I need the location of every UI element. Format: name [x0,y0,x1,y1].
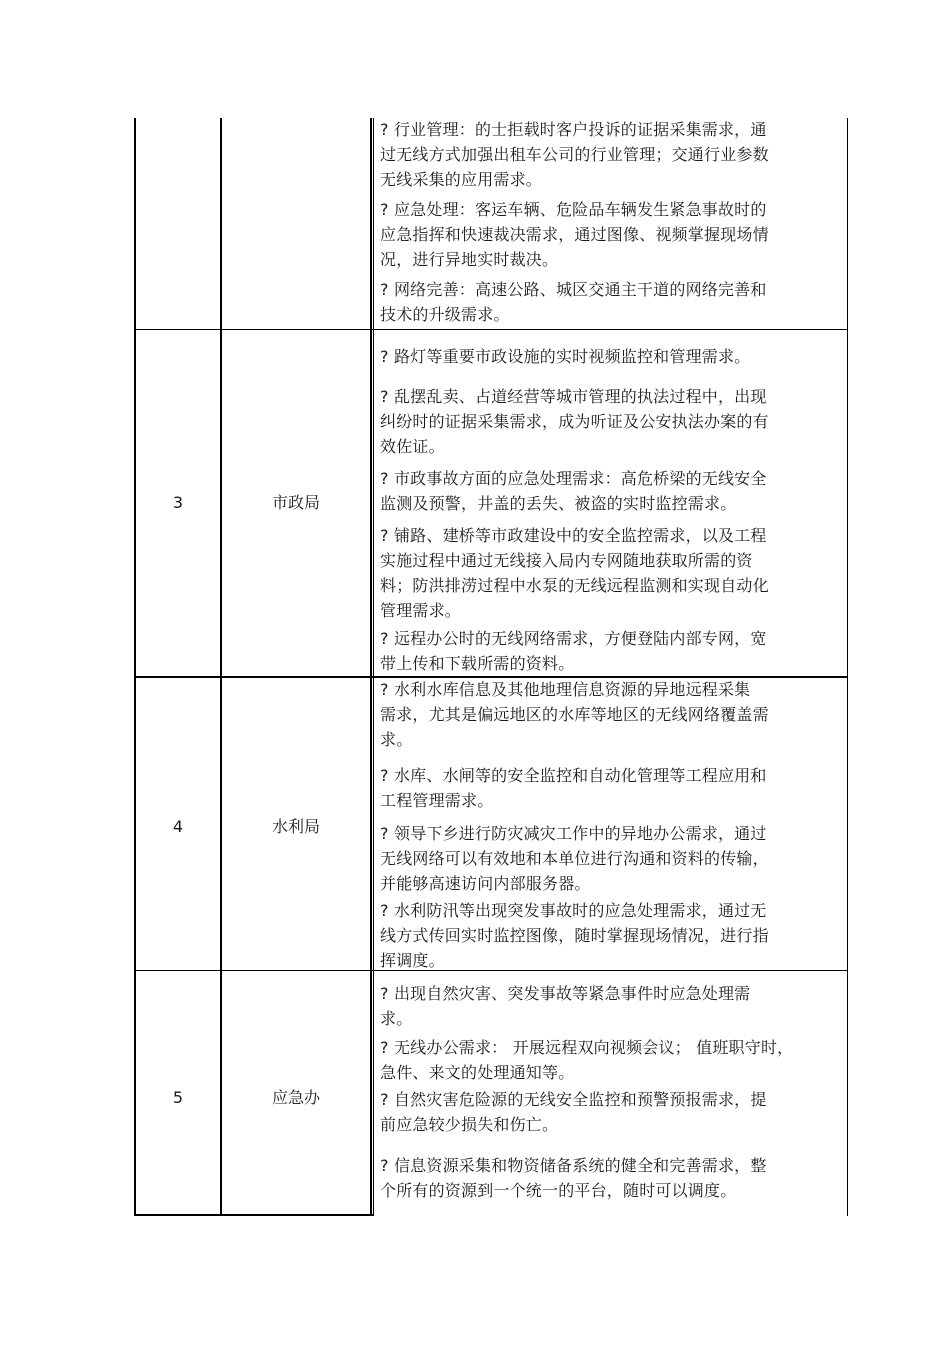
table-bottom-border-left [134,1214,373,1216]
list-item: ? 行业管理：的士拒载时客户投诉的证据采集需求，通 过无线方式加强出租车公司的行业管理；交通行业参数 无线采集的应用需求。 [380,120,769,189]
list-item: ? 应急处理：客运车辆、危险品车辆发生紧急事故时的 应急指挥和快速裁决需求，通过图像、视频掌握现场情 况，进行异地实时裁决。 [380,200,769,269]
col-divider-2 [370,118,372,1216]
row-number: 4 [172,817,184,836]
list-item: ? 市政事故方面的应急处理需求：高危桥梁的无线安全 监测及预警，井盖的丢失、被盗的实时监控需求。 [380,469,767,513]
list-item: ? 网络完善：高速公路、城区交通主干道的网络完善和 技术的升级需求。 [380,280,767,324]
list-item: ? 水利防汛等出现突发事故时的应急处理需求，通过无 线方式传回实时监控图像，随时掌握现场情况，进行指 挥调度。 [380,901,769,970]
list-item: ? 无线办公需求： 开展远程双向视频会议； 值班职守时， 急件、来文的处理通知等。 [380,1038,794,1082]
list-item: ? 路灯等重要市政设施的实时视频监控和管理需求。 [380,347,751,366]
list-item: ? 远程办公时的无线网络需求，方便登陆内部专网，宽 带上传和下载所需的资料。 [380,629,767,673]
col-divider-1 [220,118,222,1216]
department-name: 应急办 [271,1088,320,1107]
department-name: 市政局 [271,493,320,512]
list-item: ? 铺路、建桥等市政建设中的安全监控需求，以及工程 实施过程中通过无线接入局内专网随地获取所需的资 料；防洪排涝过程中水泵的无线远程监测和实现自动化 管理需求。 [380,526,769,620]
list-item: ? 自然灾害危险源的无线安全监控和预警预报需求，提 前应急较少损失和伤亡。 [380,1090,767,1134]
col-divider-3 [373,118,374,1216]
list-item: ? 水利水库信息及其他地理信息资源的异地远程采集 需求，尤其是偏远地区的水库等地区的无线网络覆盖需 求。 [380,680,769,749]
department-name: 水利局 [271,817,320,836]
table-right-border [847,118,848,1216]
row-divider-1 [134,329,848,330]
list-item: ? 领导下乡进行防灾减灾工作中的异地办公需求，通过 无线网络可以有效地和本单位进行沟通和资料的传输， 并能够高速访问内部服务器。 [380,824,769,893]
list-item: ? 水库、水闸等的安全监控和自动化管理等工程应用和 工程管理需求。 [380,766,767,810]
list-item: ? 出现自然灾害、突发事故等紧急事件时应急处理需 求。 [380,984,751,1028]
row-number: 3 [172,493,184,512]
row-number: 5 [172,1088,184,1107]
list-item: ? 乱摆乱卖、占道经营等城市管理的执法过程中，出现 纠纷时的证据采集需求，成为听证及公安执法办案的有 效佐证。 [380,387,769,456]
table-left-border [134,118,136,1216]
list-item: ? 信息资源采集和物资储备系统的健全和完善需求，整 个所有的资源到一个统一的平台，随时可以调度。 [380,1156,767,1200]
